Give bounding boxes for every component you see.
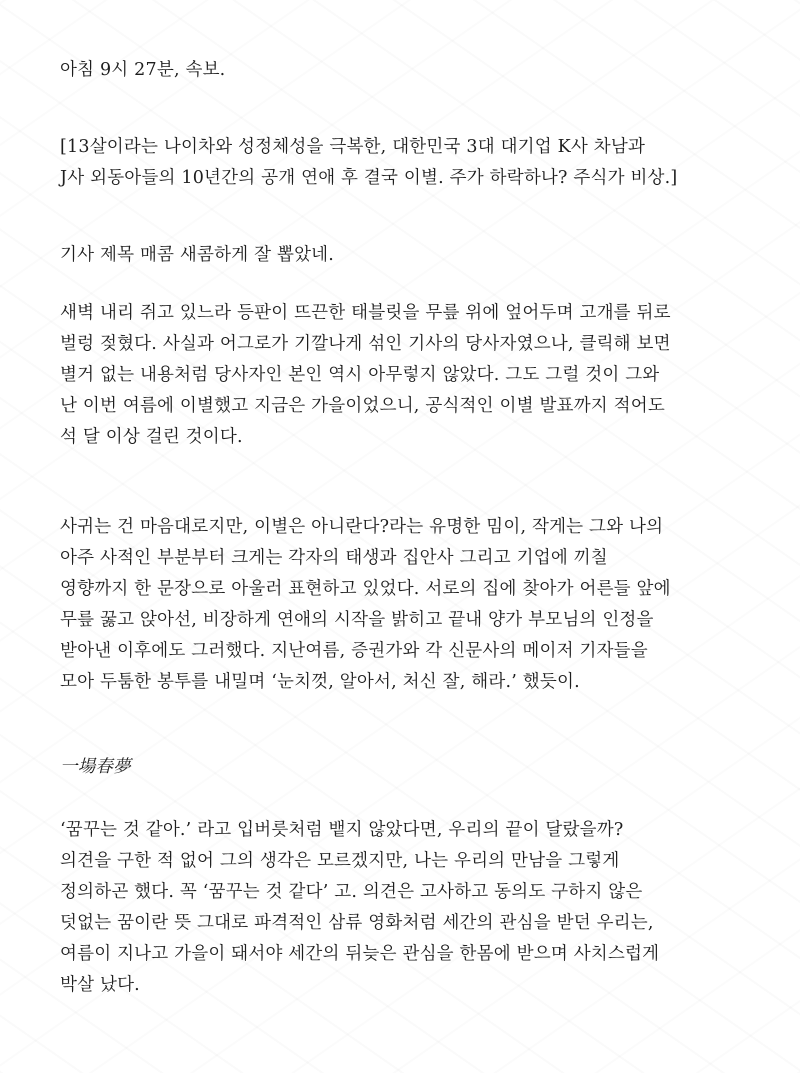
paragraph-2 (60, 512, 750, 698)
paragraph-3-line: 여름이 지나고 가을이 돼서야 세간의 뒤늦은 관심을 한몸에 받으며 사치스럽게 (60, 944, 660, 964)
paragraph-3-line: 덧없는 꿈이란 뜻 그대로 파격적인 삼류 영화처럼 세간의 관심을 받던 우리는, (60, 913, 654, 933)
paragraph-3-line: ‘꿈꾸는 것 같아.’ 라고 입버릇처럼 뱉지 않았다면, 우리의 끝이 달랐을까? (60, 820, 624, 840)
news-title-line-1: [13살이라는 나이차와 성정체성을 극복한, 대한민국 3대 대기업 K사 차남과 (60, 137, 646, 157)
news-headline-quote (60, 132, 750, 194)
paragraph-2-line: 사귀는 건 마음대로지만, 이별은 아니란다?라는 유명한 밈이, 작게는 그와 나의 (60, 517, 664, 537)
paragraph-2-line: 무릎 꿇고 앉아선, 비장하게 연애의 시작을 밝히고 끝내 양가 부모님의 인정을 (60, 610, 654, 630)
paragraph-1-line: 석 달 이상 걸린 것이다. (60, 427, 243, 447)
paragraph-2-line: 모아 두툼한 봉투를 내밀며 ‘눈치껏, 알아서, 처신 잘, 해라.’ 했듯이. (60, 672, 580, 692)
paragraph-1-line: 새벽 내리 쥐고 있느라 등판이 뜨끈한 태블릿을 무릎 위에 엎어두며 고개를 뒤로 (60, 303, 671, 323)
paragraph-1-line: 벌렁 젖혔다. 사실과 어그로가 기깔나게 섞인 기사의 당사자였으나, 클릭해 보면 (60, 334, 671, 354)
paragraph-3-line: 박살 났다. (60, 975, 140, 995)
section-heading-text: 一場春夢 (60, 757, 131, 777)
comment-paragraph (60, 240, 750, 271)
section-heading (60, 752, 750, 783)
paragraph-3-line: 정의하곤 했다. 꼭 ‘꿈꾸는 것 같다’ 고. 의견은 고사하고 동의도 구하지 않은 (60, 882, 643, 902)
paragraph-3 (60, 815, 750, 1001)
news-title-line-2: J사 외동아들의 10년간의 공개 연애 후 결국 이별. 주가 하락하나? 주식가 비상.] (60, 168, 678, 188)
paragraph-1-line: 별거 없는 내용처럼 당사자인 본인 역시 아무렇지 않았다. 그도 그럴 것이 그와 (60, 365, 660, 385)
paragraph-1-line: 난 이번 여름에 이별했고 지금은 가을이었으니, 공식적인 이별 발표까지 적어도 (60, 396, 665, 416)
paragraph-2-line: 아주 사적인 부분부터 크게는 각자의 태생과 집안사 그리고 기업에 끼칠 (60, 548, 608, 568)
comment-line: 기사 제목 매콤 새콤하게 잘 뽑았네. (60, 245, 335, 265)
paragraph-2-line: 영향까지 한 문장으로 아울러 표현하고 있었다. 서로의 집에 찾아가 어른들 앞에 (60, 579, 671, 599)
breaking-news-time (60, 55, 750, 86)
paragraph-1 (60, 298, 750, 453)
paragraph-3-line: 의견을 구한 적 없어 그의 생각은 모르겠지만, 나는 우리의 만남을 그렇게 (60, 851, 620, 871)
paragraph-2-line: 받아낸 이후에도 그러했다. 지난여름, 증권가와 각 신문사의 메이저 기자들을 (60, 641, 648, 661)
headline-line: 아침 9시 27분, 속보. (60, 60, 226, 80)
